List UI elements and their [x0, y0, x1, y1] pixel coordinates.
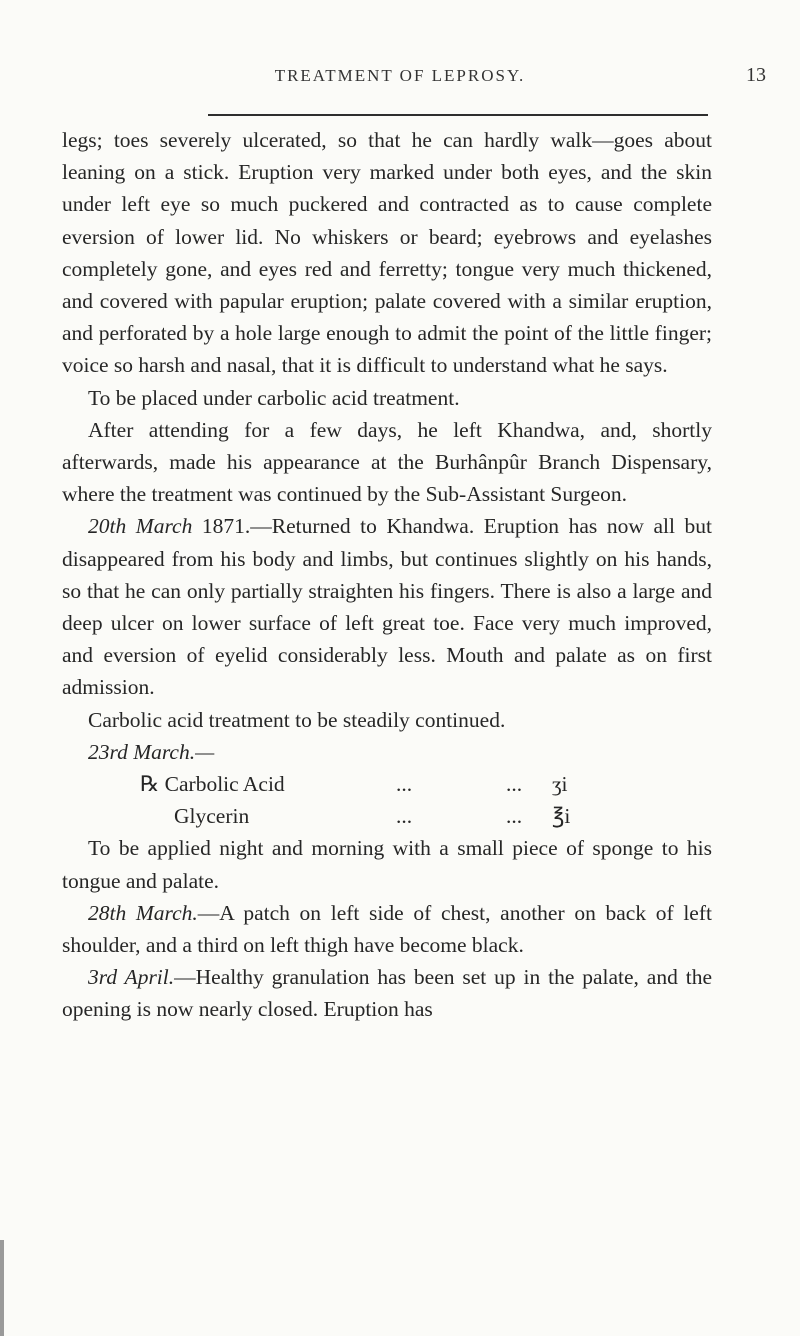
prescription-dose: ʒi	[552, 772, 568, 797]
entry-text: —A patch on left side of chest, another on back of left shoulder, and a third on left thigh have become black.	[62, 900, 712, 958]
paragraph-28th-march	[62, 897, 712, 961]
running-title: TREATMENT OF LEPROSY.	[274, 66, 526, 85]
prescription-dose: ℥i	[552, 804, 571, 829]
paragraph-application: To be applied night and morning with a small piece of sponge to his tongue and palate.	[62, 836, 712, 893]
prescription-leader: ...	[396, 804, 413, 829]
prescription-line	[62, 800, 712, 832]
page-number: 13	[746, 64, 766, 86]
prescription	[62, 768, 712, 832]
prescription-leader: ...	[506, 772, 523, 797]
entry-date: 3rd April.	[88, 965, 175, 990]
paragraph-20th-march	[62, 510, 712, 703]
entry-text: 1871.—Returned to Khandwa. Eruption has now all but disappeared from his body and limbs, but continues slightly on his hands, so that he can only partially straighten his fingers. There is also a large and deep ulcer on lower surface of left great toe. Face very much improved, and eversion of eyelid considerably less. Mouth and palate as on first admission.	[62, 514, 712, 700]
body-text	[62, 124, 712, 1026]
paragraph-continue-treatment: Carbolic acid treatment to be steadily continued.	[88, 707, 506, 732]
entry-date: 23rd March.—	[88, 739, 215, 764]
paragraph-dispensary: After attending for a few days, he left Khandwa, and, shortly afterwards, made his appearance at the Burhânpûr Branch Dispensary, where the treatment was continued by the Sub-Assistant Surgeon.	[62, 417, 712, 507]
paragraph-treatment-order: To be placed under carbolic acid treatment.	[88, 385, 460, 410]
entry-date: 28th March.	[88, 900, 198, 925]
prescription-ingredient: ℞ Carbolic Acid	[140, 772, 285, 797]
page-edge-shadow	[0, 1240, 4, 1336]
paragraph-case-description: legs; toes severely ulcerated, so that he can hardly walk—goes about leaning on a stick. Eruption very marked under both eyes, and the skin under left eye so much puckered and contracted as to cause complete eversion of lower lid. No whiskers or beard; eyebrows and eyelashes completely gone, and eyes red and ferretty; tongue very much thickened, and covered with papular eruption; palate covered with a similar eruption, and perforated by a hole large enough to admit the point of the little finger; voice so harsh and nasal, that it is difficult to understand what he says.	[62, 128, 712, 378]
paragraph-3rd-april	[62, 961, 712, 1025]
prescription-ingredient: Glycerin	[174, 804, 250, 829]
paragraph-23rd-march	[62, 736, 712, 768]
prescription-leader: ...	[506, 804, 523, 829]
header-rule	[208, 114, 708, 116]
entry-text: —Healthy granulation has been set up in the palate, and the opening is now nearly closed. Eruption has	[62, 965, 712, 1022]
prescription-line	[62, 768, 712, 800]
prescription-leader: ...	[396, 772, 413, 797]
entry-date: 20th March	[88, 514, 193, 539]
